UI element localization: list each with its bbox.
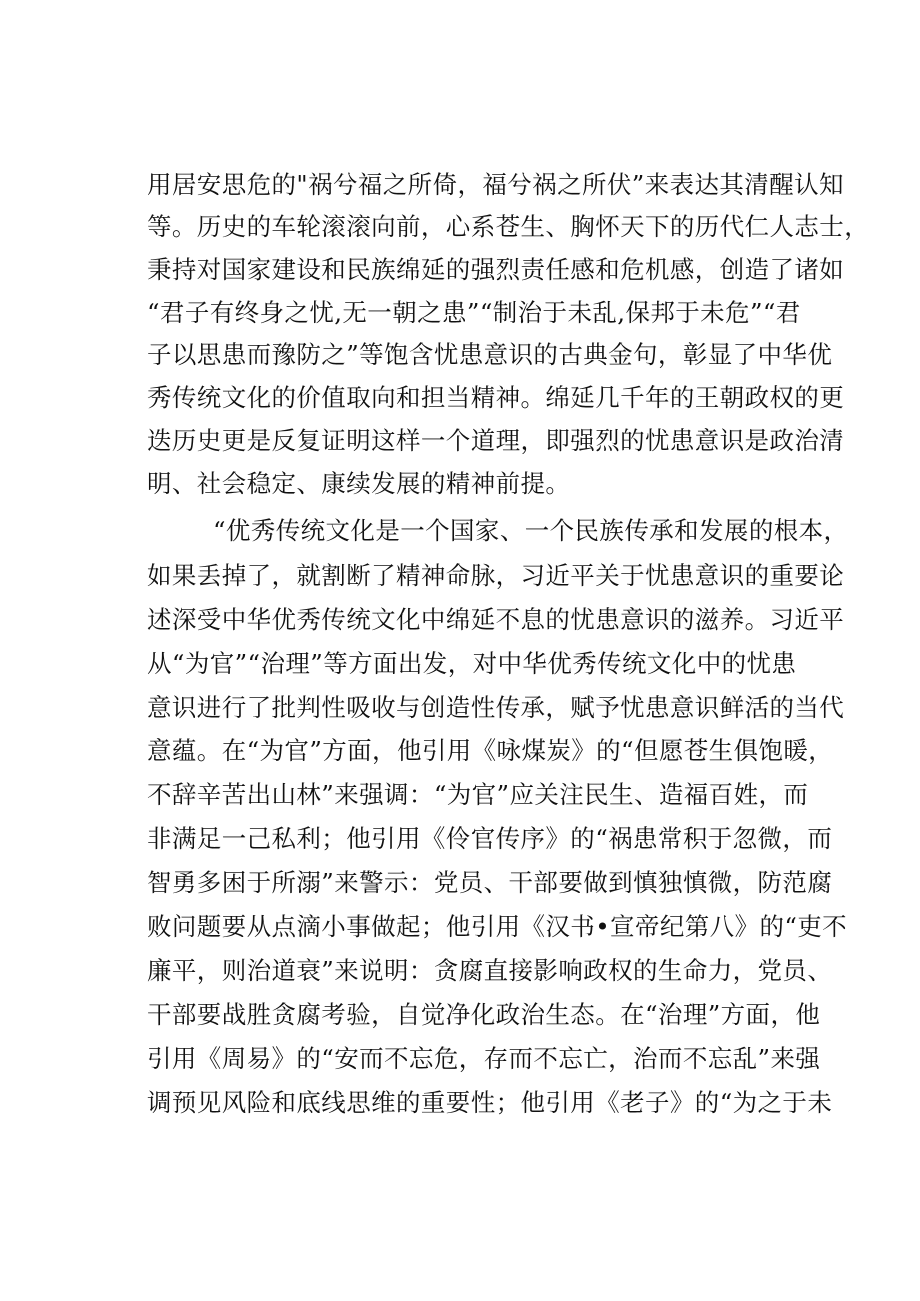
paragraph-2-line: 干部要战胜贪腐考验，自觉净化政治生态。在“治理”方面，他 [147,1000,821,1029]
paragraph-1-line: 等。历史的车轮滚滚向前，心系苍生、胸怀天下的历代仁人志士， [147,212,870,241]
paragraph-2-line: 调预见风险和底线思维的重要性；他引用《老子》的“为之于未 [147,1088,833,1117]
paragraph-2-line: 非满足一己私利；他引用《伶官传序》的“祸患常积于忽微，而 [147,824,833,853]
paragraph-1-line: 用居安思危的"祸兮福之所倚，福兮祸之所伏”来表达其清醒认知 [147,170,844,199]
paragraph-1-line: 秉持对国家建设和民族绵延的强烈责任感和危机感，创造了诸如 [147,255,845,284]
paragraph-1-line: 子以思患而豫防之”等饱含忧患意识的古典金句，彰显了中华优 [147,340,833,369]
paragraph-2-line: 不辞辛苦出山林”来强调：“为官”应关注民生、造福百姓，而 [147,780,809,809]
paragraph-1-line: “君子有终身之忧,无一朝之患”“制治于未乱,保邦于未危”“君 [147,298,801,327]
paragraph-2-line: 从“为官”“治理”等方面出发，对中华优秀传统文化中的忧患 [147,649,797,678]
paragraph-2-line: 败问题要从点滴小事做起；他引用《汉书•宣帝纪第八》的“吏不 [147,912,848,941]
paragraph-2-line: 意蕴。在“为官”方面，他引用《咏煤炭》的“但愿苍生俱饱暖， [147,736,834,765]
paragraph-2-line: 智勇多困于所溺”来警示：党员、干部要做到慎独慎微，防范腐 [147,868,833,897]
paragraph-2-line: 述深受中华优秀传统文化中绵延不息的忧患意识的滋养。习近平 [147,605,845,634]
paragraph-1-line: 迭历史更是反复证明这样一个道理，即强烈的忧患意识是政治清 [147,426,845,455]
paragraph-1-line: 明、社会稳定、康续发展的精神前提。 [147,469,571,498]
paragraph-1-line: 秀传统文化的价值取向和担当精神。绵延几千年的王朝政权的更 [147,383,845,412]
paragraph-2-line: 如果丢掉了，就割断了精神命脉，习近平关于忧患意识的重要论 [147,561,845,590]
paragraph-2-line: 引用《周易》的“安而不忘危，存而不忘亡，治而不忘乱”来强 [147,1044,821,1073]
paragraph-2-line: “优秀传统文化是一个国家、一个民族传承和发展的根本， [213,516,849,545]
paragraph-2-line: 廉平，则治道衰”来说明：贪腐直接影响政权的生命力，党员、 [147,956,833,985]
paragraph-2-line: 意识进行了批判性吸收与创造性传承，赋予忧患意识鲜活的当代 [147,693,845,722]
